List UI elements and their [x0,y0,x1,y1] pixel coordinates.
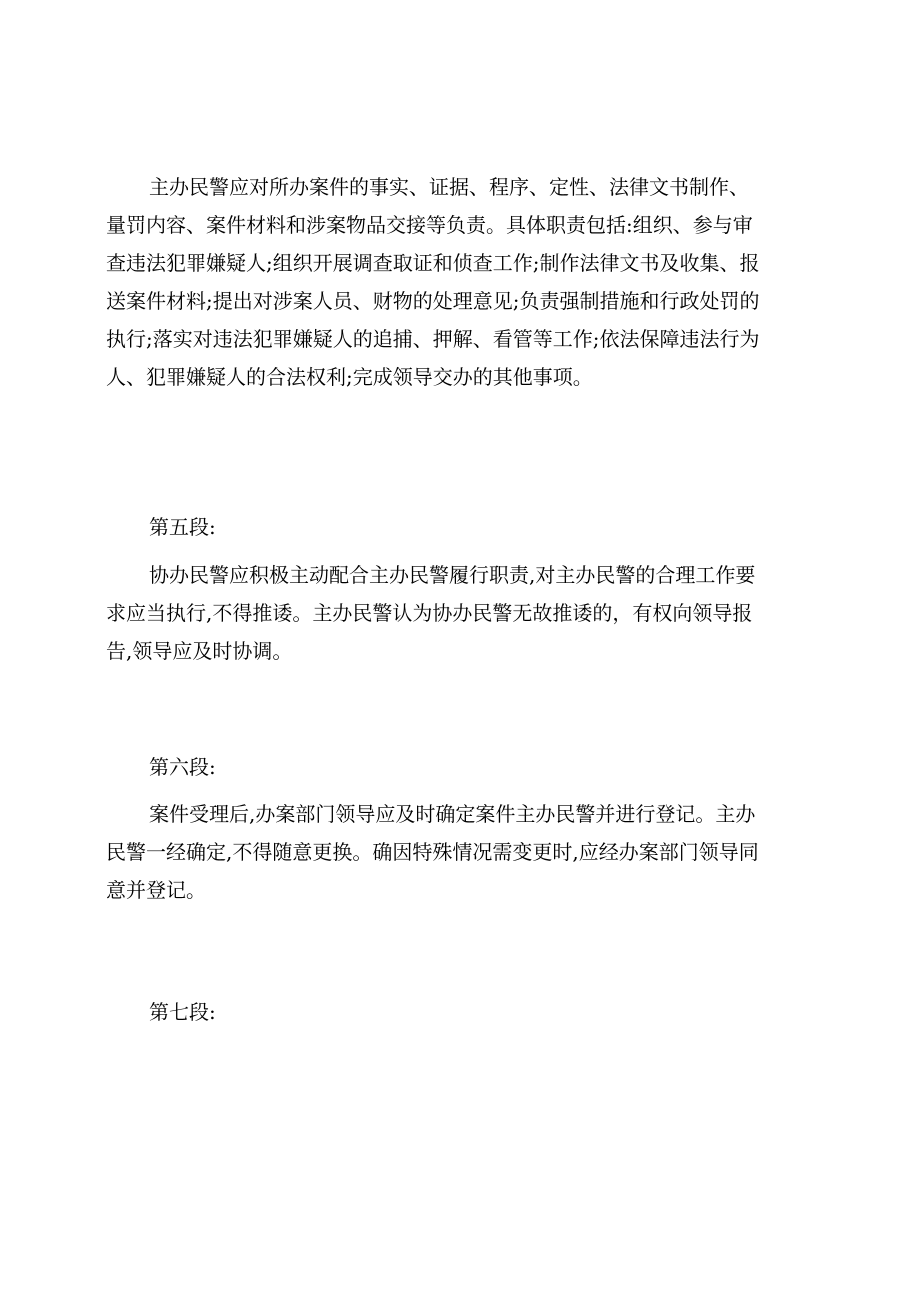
paragraph-line: 告,领导应及时协调。 [106,639,293,663]
body-paragraph [106,168,821,396]
paragraph-line: 人、犯罪嫌疑人的合法权利;完成领导交办的其他事项。 [106,365,593,389]
paragraph-line: 查违法犯罪嫌疑人;组织开展调查取证和侦查工作;制作法律文书及收集、报 [106,251,760,275]
paragraph-line: 量罚内容、案件材料和涉案物品交接等负责。具体职责包括:组织、参与审 [106,213,753,237]
paragraph-line: 协办民警应积极主动配合主办民警履行职责,对主办民警的合理工作要 [149,563,756,587]
paragraph-line: 主办民警应对所办案件的事实、证据、程序、定性、法律文书制作、 [149,175,749,199]
paragraph-line: 送案件材料;提出对涉案人员、财物的处理意见;负责强制措施和行政处罚的 [106,289,760,313]
paragraph-line: 求应当执行,不得推诿。主办民警认为协办民警无故推诿的，有权向领导报 [106,601,753,625]
paragraph-line: 执行;落实对违法犯罪嫌疑人的追捕、押解、看管等工作;依法保障违法行为 [106,327,760,351]
body-paragraph [106,556,821,670]
paragraph-line: 意并登记。 [106,878,206,902]
section-heading: 第五段: [149,515,216,539]
section-heading: 第七段: [149,1000,216,1024]
paragraph-line: 民警一经确定,不得随意更换。确因特殊情况需变更时,应经办案部门领导同 [106,840,759,864]
paragraph-line: 案件受理后,办案部门领导应及时确定案件主办民警并进行登记。主办 [149,802,756,826]
body-paragraph [106,795,821,909]
section-heading: 第六段: [149,755,216,779]
